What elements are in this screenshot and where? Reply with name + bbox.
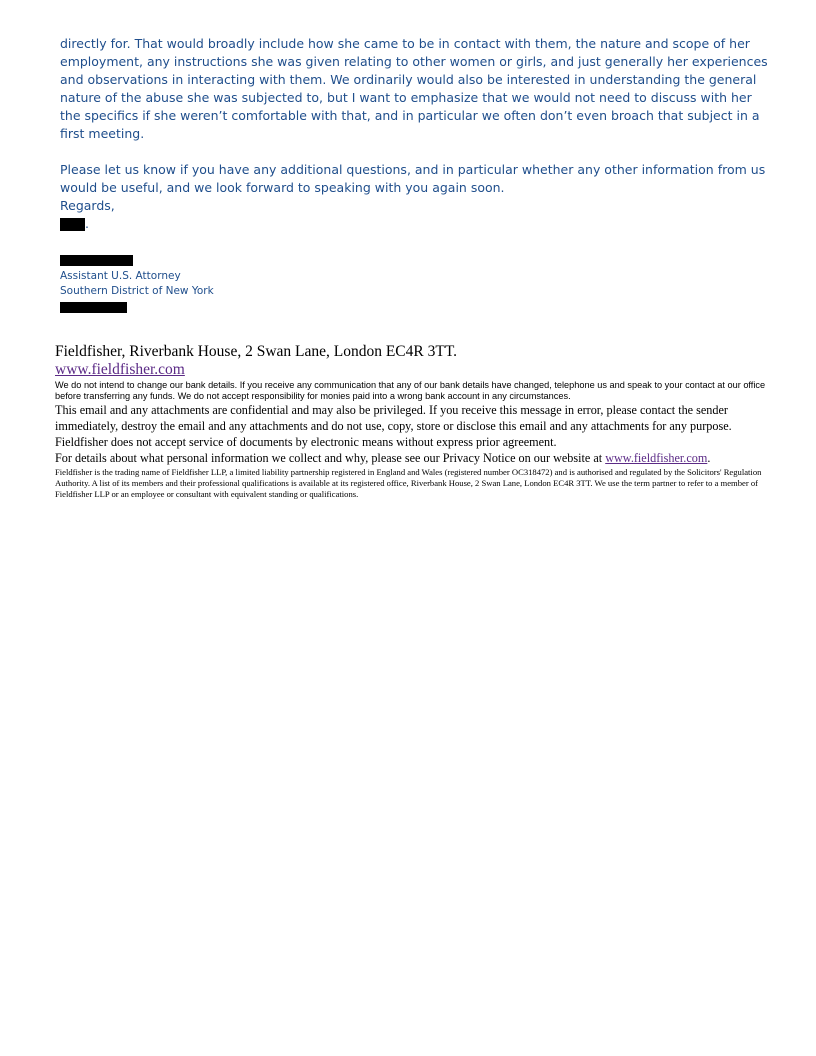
body-paragraph: Please let us know if you have any additional questions, and in particular whether any other information from us would be useful, and we look forward to speaking with you again soon. [60,162,766,195]
privacy-text: For details about what personal information we collect and why, please see our Privacy Notice on our website at [55,451,603,465]
signature-suffix: . [85,216,89,231]
signer-office: Southern District of New York [60,285,214,297]
privacy-website-link[interactable]: www.fieldfisher.com [605,451,708,465]
bank-notice: We do not intend to change our bank details. If you receive any communication that any of our bank details have changed, telephone us and speak to your contact at our office before transferring any funds. We do not accept responsibility for monies paid into a wrong bank account in any circumstances. [55,380,766,401]
firm-address: Fieldfisher, Riverbank House, 2 Swan Lane, London EC4R 3TT. [55,343,458,360]
closing-line: Regards, [60,198,115,213]
blank-line [60,233,772,251]
email-footer [55,343,767,500]
signer-fullname-line [60,251,772,269]
signer-name-line [60,215,772,233]
signer-contact-line [60,299,772,315]
signer-title: Assistant U.S. Attorney [60,270,181,282]
redaction-box [60,302,127,313]
body-paragraph: directly for. That would broadly include how she came to be in contact with them, the nature and scope of her employment, any instructions she was given relating to other women or girls, and just generally her experiences and observations in interacting with them. We ordinarily would also be interested in understanding the general nature of the abuse she was subjected to, but I want to emphasize that we would not need to discuss with her the specifics if she weren’t comfortable with that, and in particular we often don’t even broach that subject in a first meeting. [60,36,768,141]
privacy-notice [55,450,767,466]
redaction-box [60,255,133,266]
website-link[interactable]: www.fieldfisher.com [55,361,185,378]
confidentiality-notice: This email and any attachments are confidential and may also be privileged. If you receive this message in error, please contact the sender immediately, destroy the email and any attachments and do not use, copy, store or disclose this email and any attachments for any purpose. Fieldfisher does not accept service of documents by electronic means without express prior agreement. [55,403,732,449]
email-body [60,35,772,315]
redaction-box [60,218,85,231]
legal-notice: Fieldfisher is the trading name of Fieldfisher LLP, a limited liability partnership registered in England and Wales (registered number OC318472) and is authorised and regulated by the Solicitors' Regulation Authority. A list of its members and their professional qualifications is available at its registered office, Riverbank House, 2 Swan Lane, London EC4R 3TT. We use the term partner to refer to a member of Fieldfisher LLP or an employee or consultant with equivalent standing or qualifications. [55,467,762,499]
paragraph-spacer [60,143,772,161]
privacy-suffix: . [707,451,711,465]
